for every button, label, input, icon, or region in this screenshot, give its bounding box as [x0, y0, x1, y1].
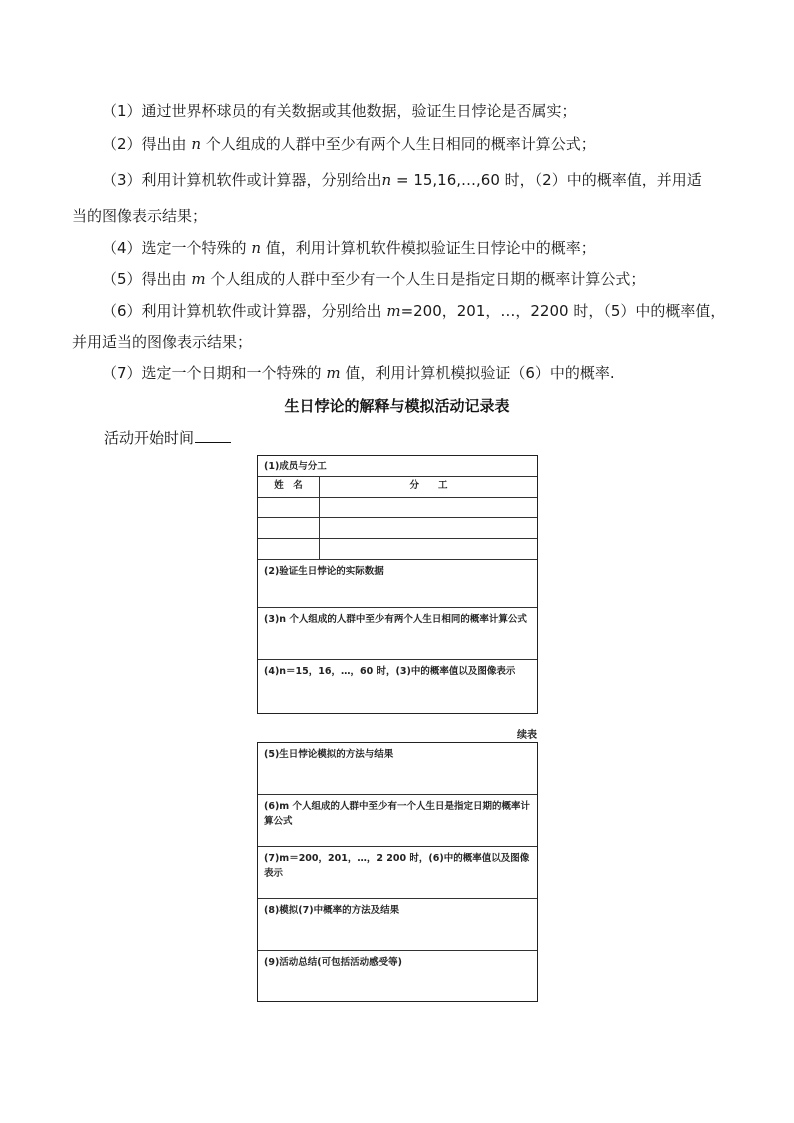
record-form-part-2 — [257, 742, 538, 1002]
item-1-text: （1）通过世界杯球员的有关数据或其他数据，验证生日悖论是否属实； — [102, 102, 577, 120]
task-column-header: 分 工 — [409, 480, 448, 491]
record-form-part-1 — [257, 455, 538, 714]
section-real-data[interactable]: (2)验证生日悖论的实际数据 — [258, 560, 537, 608]
members-header-row — [258, 477, 537, 498]
section-simulation-7[interactable]: (8)模拟(7)中概率的方法及结果 — [258, 899, 537, 951]
continued-label: 续表 — [517, 730, 537, 741]
item-1 — [102, 101, 577, 121]
item-3: （3）利用计算机软件或计算器，分别给出n = 15,16,…,60 时，（2）中的概率值，并用适 — [102, 171, 702, 189]
variable-n: n — [251, 239, 261, 257]
item-2: （2）得出由 n 个人组成的人群中至少有两个人生日相同的概率计算公式； — [102, 135, 596, 153]
section-simulation[interactable]: (5)生日悖论模拟的方法与结果 — [258, 743, 537, 795]
name-column-header: 姓 名 — [258, 477, 320, 497]
start-time-label: 活动开始时间 — [104, 429, 195, 447]
start-time-line — [104, 427, 231, 448]
section-values-n[interactable]: (4)n＝15，16，…，60 时，(3)中的概率值以及图像表示 — [264, 666, 516, 677]
member-task-cell[interactable] — [320, 539, 537, 559]
members-row — [258, 539, 537, 560]
item-6-continuation: 并用适当的图像表示结果； — [72, 333, 253, 351]
section-summary[interactable]: (9)活动总结(可包括活动感受等) — [264, 957, 402, 968]
variable-m: m — [326, 364, 341, 382]
item-4: （4）选定一个特殊的 n 值，利用计算机软件模拟验证生日悖论中的概率； — [102, 239, 596, 257]
item-6: （6）利用计算机软件或计算器，分别给出 m=200，201，…，2200 时，（5）中的概率值， — [102, 302, 726, 320]
section-members: (1)成员与分工 — [258, 456, 537, 477]
item-7: （7）选定一个日期和一个特殊的 m 值，利用计算机模拟验证（6）中的概率. — [102, 364, 615, 382]
member-task-cell[interactable] — [320, 498, 537, 517]
members-row — [258, 518, 537, 539]
start-time-blank[interactable] — [195, 427, 231, 443]
variable-n: n — [381, 171, 392, 189]
member-name-cell[interactable] — [258, 518, 320, 538]
section-formula-n[interactable]: (3)n 个人组成的人群中至少有两个人生日相同的概率计算公式 — [258, 608, 537, 660]
variable-m: m — [191, 270, 206, 288]
members-row — [258, 498, 537, 518]
item-5: （5）得出由 m 个人组成的人群中至少有一个人生日是指定日期的概率计算公式； — [102, 270, 646, 288]
record-table-title: 生日悖论的解释与模拟活动记录表 — [284, 397, 510, 415]
section-values-m[interactable]: (7)m＝200，201，…，2 200 时，(6)中的概率值以及图像表示 — [258, 847, 537, 899]
member-task-cell[interactable] — [320, 518, 537, 538]
item-3-continuation: 当的图像表示结果； — [72, 207, 208, 225]
variable-n: n — [191, 135, 201, 153]
member-name-cell[interactable] — [258, 498, 320, 517]
member-name-cell[interactable] — [258, 539, 320, 559]
variable-m: m — [386, 302, 401, 320]
section-formula-m[interactable]: (6)m 个人组成的人群中至少有一个人生日是指定日期的概率计算公式 — [258, 795, 537, 847]
